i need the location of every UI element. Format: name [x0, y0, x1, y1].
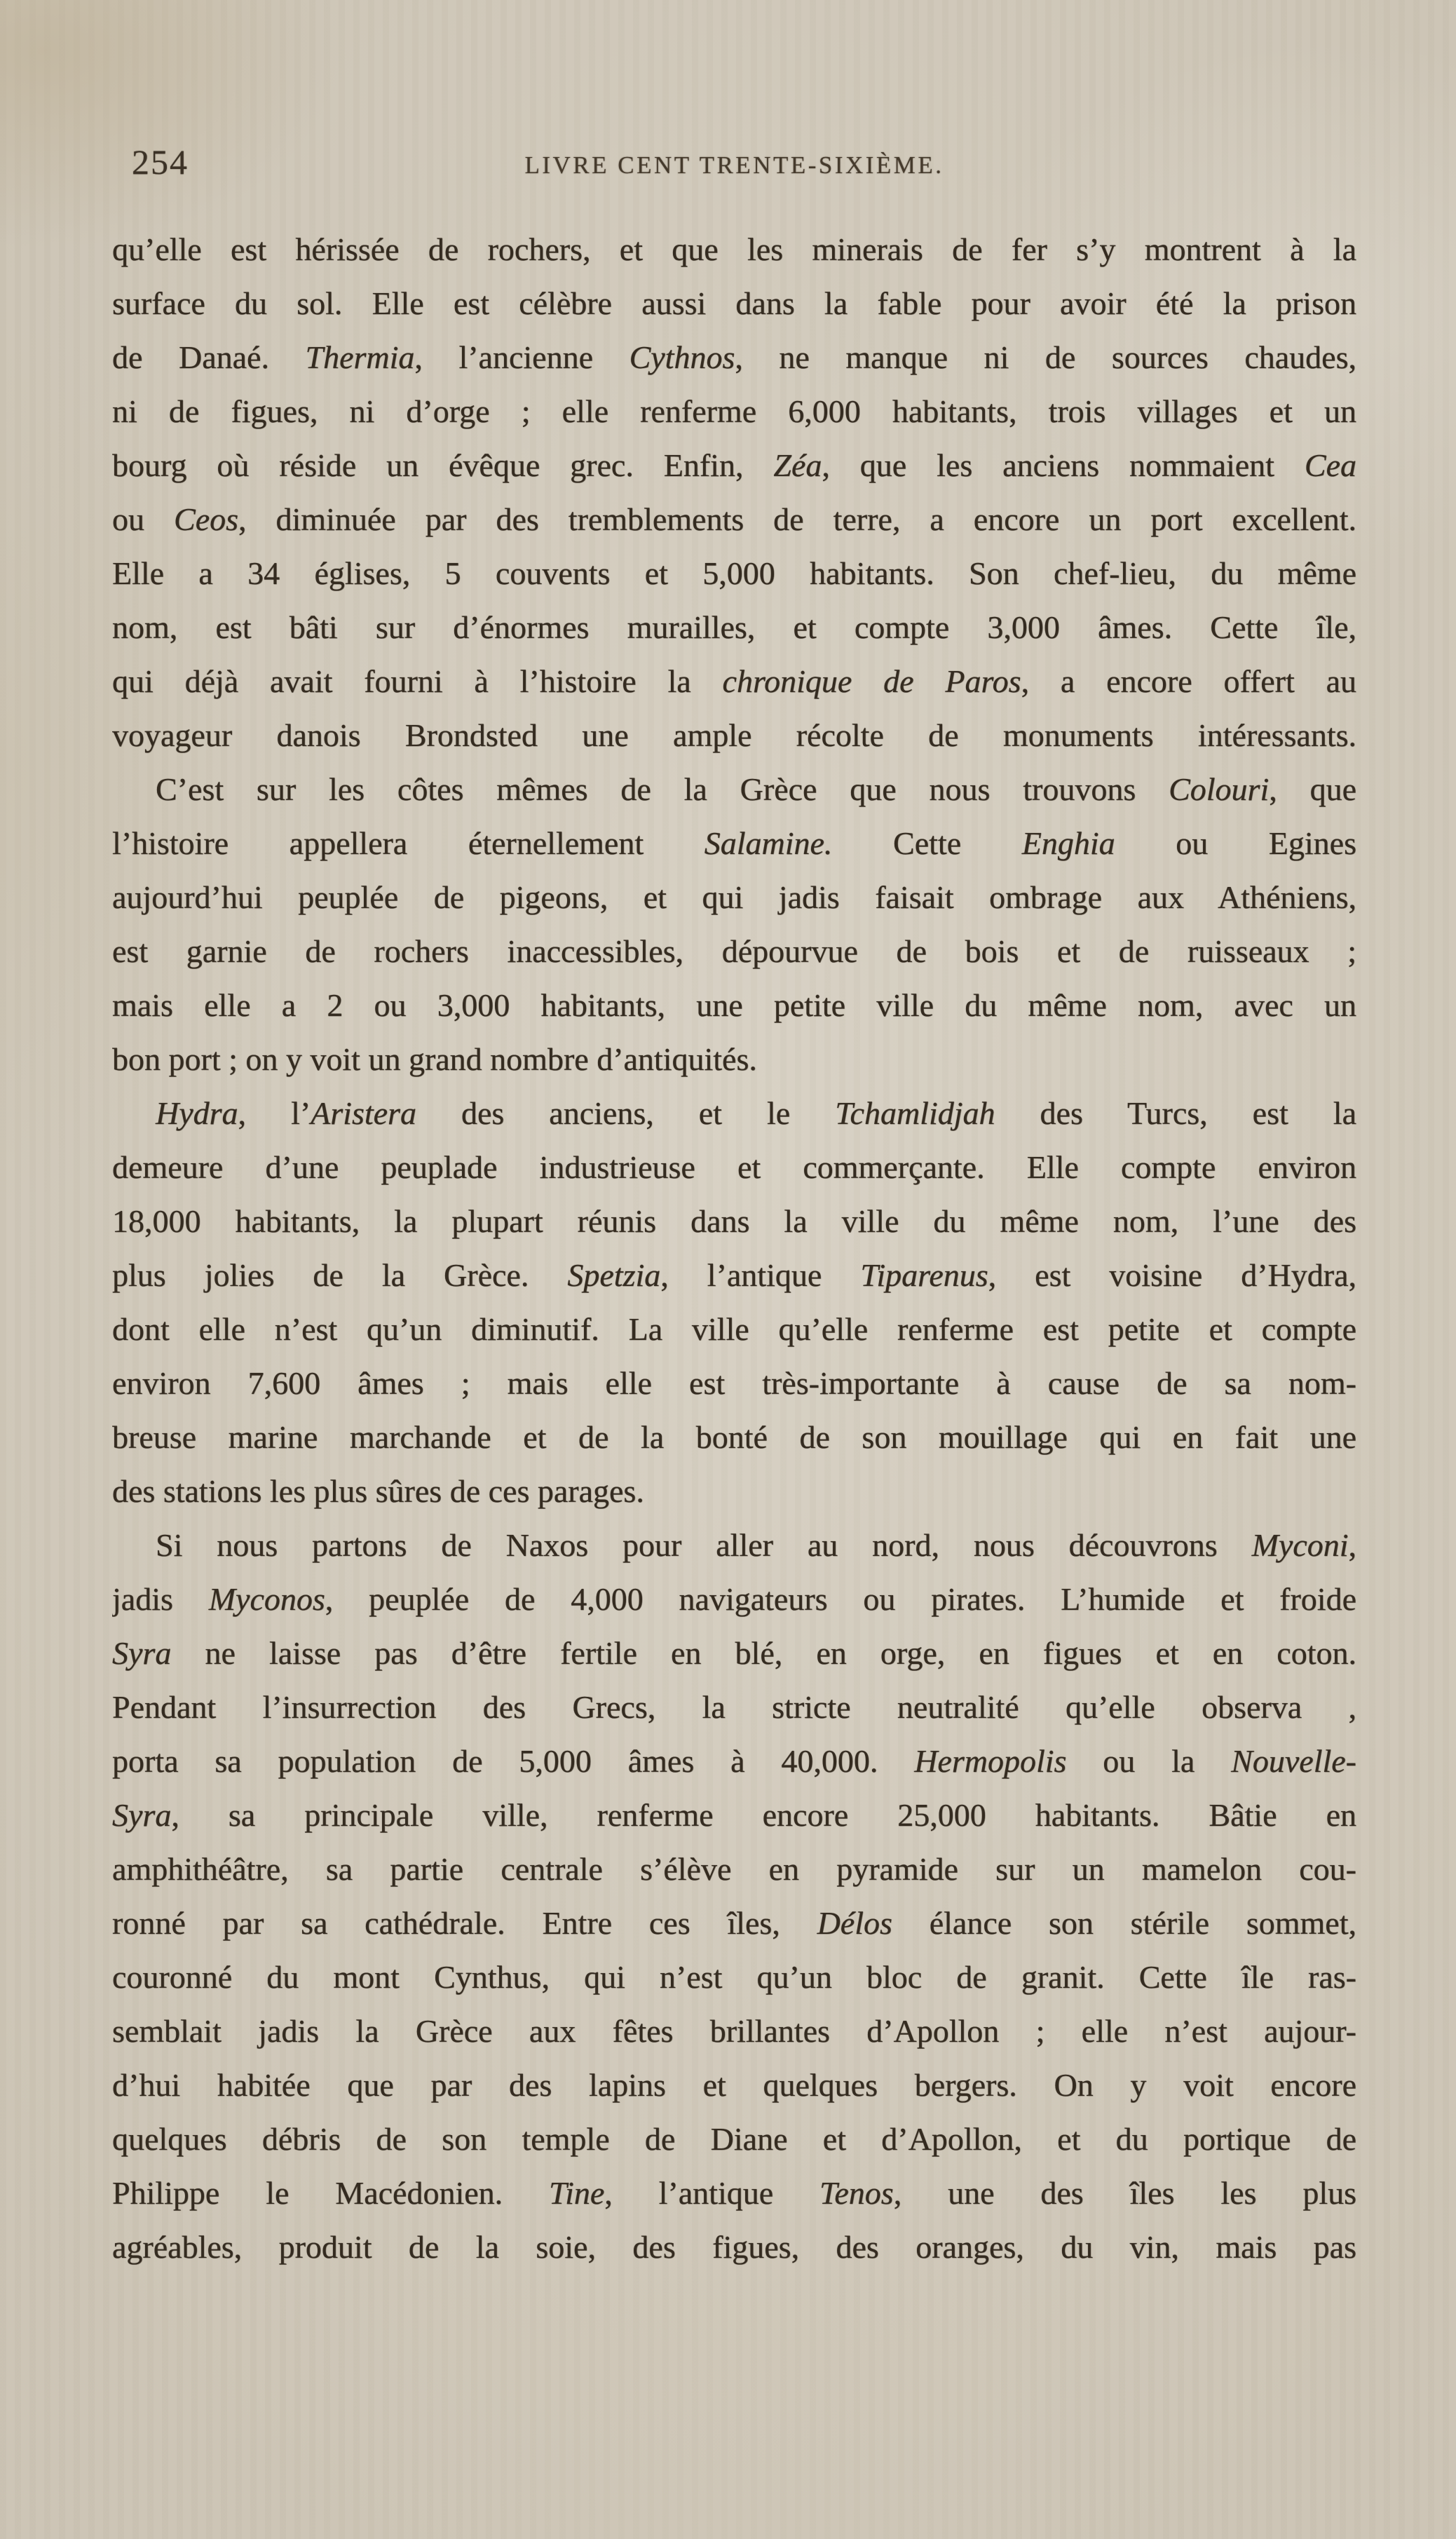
- text-line: [112, 654, 1356, 708]
- text-line: [112, 924, 1356, 978]
- text-line: [112, 1356, 1356, 1410]
- italic-text: Hydra: [156, 1095, 238, 1131]
- text-segment: agréables, produit de la soie, des figues, des oranges, du vin, mais pas: [112, 2229, 1356, 2265]
- text-line: [112, 1734, 1356, 1788]
- text-line: [112, 1950, 1356, 2004]
- text-line: [112, 2058, 1356, 2112]
- page-header: [112, 143, 1356, 185]
- text-line: [112, 546, 1356, 600]
- text-segment: , une des îles les plus: [893, 2175, 1356, 2211]
- text-segment: des stations les plus sûres de ces parages.: [112, 1473, 644, 1509]
- italic-text: Spetzia: [567, 1257, 661, 1293]
- text-segment: porta sa population de 5,000 âmes à 40,000.: [112, 1743, 915, 1779]
- text-line: [112, 1626, 1356, 1680]
- text-line: [112, 222, 1356, 276]
- text-segment: l’histoire appellera éternellement: [112, 825, 705, 861]
- text-segment: ,: [1348, 1527, 1356, 1563]
- text-segment: 18,000 habitants, la plupart réunis dans la ville du même nom, l’une des: [112, 1203, 1356, 1239]
- text-segment: jadis: [112, 1581, 209, 1617]
- text-line: [112, 438, 1356, 492]
- text-line: [112, 1518, 1356, 1572]
- text-segment: mais elle a 2 ou 3,000 habitants, une petite ville du même nom, avec un: [112, 987, 1356, 1023]
- text-segment: Si nous partons de Naxos pour aller au nord, nous découvrons: [156, 1527, 1252, 1563]
- text-segment: qu’elle est hérissée de rochers, et que les minerais de fer s’y montrent à la: [112, 231, 1356, 267]
- text-segment: , ne manque ni de sources chaudes,: [735, 339, 1356, 375]
- italic-text: Salamine.: [704, 825, 833, 861]
- italic-text: Tchamlidjah: [835, 1095, 995, 1131]
- italic-text: Hermopolis: [914, 1743, 1067, 1779]
- text-segment: ne laisse pas d’être fertile en blé, en orge, en figues et en coton.: [171, 1635, 1356, 1671]
- running-title: LIVRE CENT TRENTE-SIXIÈME.: [524, 151, 944, 179]
- text-segment: ou la: [1066, 1743, 1232, 1779]
- italic-text: Tenos: [819, 2175, 894, 2211]
- text-segment: plus jolies de la Grèce.: [112, 1257, 568, 1293]
- text-segment: semblait jadis la Grèce aux fêtes brillantes d’Apollon ; elle n’est aujour-: [112, 2013, 1356, 2049]
- text-segment: , l’ancienne: [414, 339, 630, 375]
- text-segment: des anciens, et le: [416, 1095, 836, 1131]
- italic-text: Nouvelle-: [1231, 1743, 1356, 1779]
- text-line: [112, 330, 1356, 384]
- text-segment: ou: [112, 501, 175, 537]
- italic-text: Thermia: [305, 339, 415, 375]
- text-segment: est garnie de rochers inaccessibles, dépourvue de bois et de ruisseaux ;: [112, 933, 1356, 969]
- text-segment: Pendant l’insurrection des Grecs, la stricte neutralité qu’elle observa ,: [112, 1689, 1356, 1725]
- italic-text: Délos: [817, 1905, 892, 1941]
- text-segment: ni de figues, ni d’orge ; elle renferme 6,000 habitants, trois villages et un: [112, 393, 1356, 429]
- text-segment: couronné du mont Cynthus, qui n’est qu’un bloc de granit. Cette île ras-: [112, 1959, 1356, 1995]
- text-segment: , est voisine d’Hydra,: [988, 1257, 1356, 1293]
- text-segment: demeure d’une peuplade industrieuse et commerçante. Elle compte environ: [112, 1149, 1356, 1185]
- italic-text: Tine: [549, 2175, 605, 2211]
- text-segment: dont elle n’est qu’un diminutif. La ville qu’elle renferme est petite et compte: [112, 1311, 1356, 1347]
- text-line: [112, 1680, 1356, 1734]
- text-segment: bon port ; on y voit un grand nombre d’antiquités.: [112, 1041, 757, 1077]
- page-number: 254: [132, 142, 189, 182]
- text-segment: de Danaé.: [112, 339, 306, 375]
- text-segment: Cette: [832, 825, 1022, 861]
- text-line: [112, 384, 1356, 438]
- text-line: [112, 978, 1356, 1032]
- text-line: [112, 1896, 1356, 1950]
- italic-text: Tiparenus: [860, 1257, 988, 1293]
- text-line: [112, 1572, 1356, 1626]
- text-segment: quelques débris de son temple de Diane et d’Apollon, et du portique de: [112, 2121, 1356, 2157]
- text-segment: , a encore offert au: [1021, 663, 1356, 699]
- italic-text: chronique de Paros: [722, 663, 1021, 699]
- italic-text: Myconi: [1251, 1527, 1349, 1563]
- text-line: [112, 762, 1356, 816]
- text-segment: , l’antique: [660, 1257, 861, 1293]
- text-line: [112, 1464, 1356, 1518]
- text-segment: , sa principale ville, renferme encore 25,000 habitants. Bâtie en: [171, 1797, 1356, 1833]
- italic-text: Myconos: [208, 1581, 325, 1617]
- text-segment: aujourd’hui peuplée de pigeons, et qui jadis faisait ombrage aux Athéniens,: [112, 879, 1356, 915]
- italic-text: Syra: [112, 1635, 172, 1671]
- text-segment: , l’: [238, 1095, 311, 1131]
- text-line: [112, 1842, 1356, 1896]
- text-line: [112, 1194, 1356, 1248]
- text-segment: voyageur danois Brondsted une ample récolte de monuments intéressants.: [112, 717, 1356, 753]
- text-line: [112, 708, 1356, 762]
- text-segment: d’hui habitée que par des lapins et quelques bergers. On y voit encore: [112, 2067, 1356, 2103]
- text-line: [112, 276, 1356, 330]
- italic-text: Syra: [112, 1797, 172, 1833]
- text-segment: Philippe le Macédonien.: [112, 2175, 550, 2211]
- text-line: [112, 816, 1356, 870]
- text-line: [112, 1410, 1356, 1464]
- text-segment: des Turcs, est la: [995, 1095, 1356, 1131]
- text-segment: C’est sur les côtes mêmes de la Grèce que nous trouvons: [156, 771, 1169, 807]
- text-segment: bourg où réside un évêque grec. Enfin,: [112, 447, 774, 483]
- italic-text: Colouri: [1169, 771, 1270, 807]
- text-segment: environ 7,600 âmes ; mais elle est très-importante à cause de sa nom-: [112, 1365, 1356, 1401]
- text-segment: ou Egines: [1115, 825, 1356, 861]
- text-line: [112, 2112, 1356, 2166]
- italic-text: Ceos: [174, 501, 239, 537]
- text-line: [112, 492, 1356, 546]
- text-segment: , l’antique: [604, 2175, 820, 2211]
- text-line: [112, 1032, 1356, 1086]
- text-segment: , que les anciens nommaient: [822, 447, 1305, 483]
- text-line: [112, 600, 1356, 654]
- text-segment: élance son stérile sommet,: [892, 1905, 1356, 1941]
- text-line: [112, 2166, 1356, 2220]
- text-segment: breuse marine marchande et de la bonté de son mouillage qui en fait une: [112, 1419, 1356, 1455]
- text-line: [112, 1140, 1356, 1194]
- text-line: [112, 2004, 1356, 2058]
- text-line: [112, 1248, 1356, 1302]
- text-line: [112, 870, 1356, 924]
- text-line: [112, 1302, 1356, 1356]
- italic-text: Cythnos: [629, 339, 735, 375]
- text-segment: Elle a 34 églises, 5 couvents et 5,000 habitants. Son chef-lieu, du même: [112, 555, 1356, 591]
- italic-text: Aristera: [311, 1095, 416, 1131]
- text-line: [112, 1788, 1356, 1842]
- text-segment: , diminuée par des tremblements de terre, a encore un port excellent.: [238, 501, 1356, 537]
- page-body: [112, 222, 1356, 2274]
- text-line: [112, 1086, 1356, 1140]
- italic-text: Zéa: [773, 447, 822, 483]
- text-segment: nom, est bâti sur d’énormes murailles, et compte 3,000 âmes. Cette île,: [112, 609, 1356, 645]
- text-segment: , peuplée de 4,000 navigateurs ou pirates. L’humide et froide: [325, 1581, 1356, 1617]
- text-segment: surface du sol. Elle est célèbre aussi dans la fable pour avoir été la prison: [112, 285, 1356, 321]
- italic-text: Cea: [1304, 447, 1356, 483]
- text-segment: , que: [1269, 771, 1356, 807]
- text-segment: ronné par sa cathédrale. Entre ces îles,: [112, 1905, 817, 1941]
- text-segment: amphithéâtre, sa partie centrale s’élève en pyramide sur un mamelon cou-: [112, 1851, 1356, 1887]
- text-segment: qui déjà avait fourni à l’histoire la: [112, 663, 723, 699]
- text-line: [112, 2220, 1356, 2274]
- italic-text: Enghia: [1021, 825, 1115, 861]
